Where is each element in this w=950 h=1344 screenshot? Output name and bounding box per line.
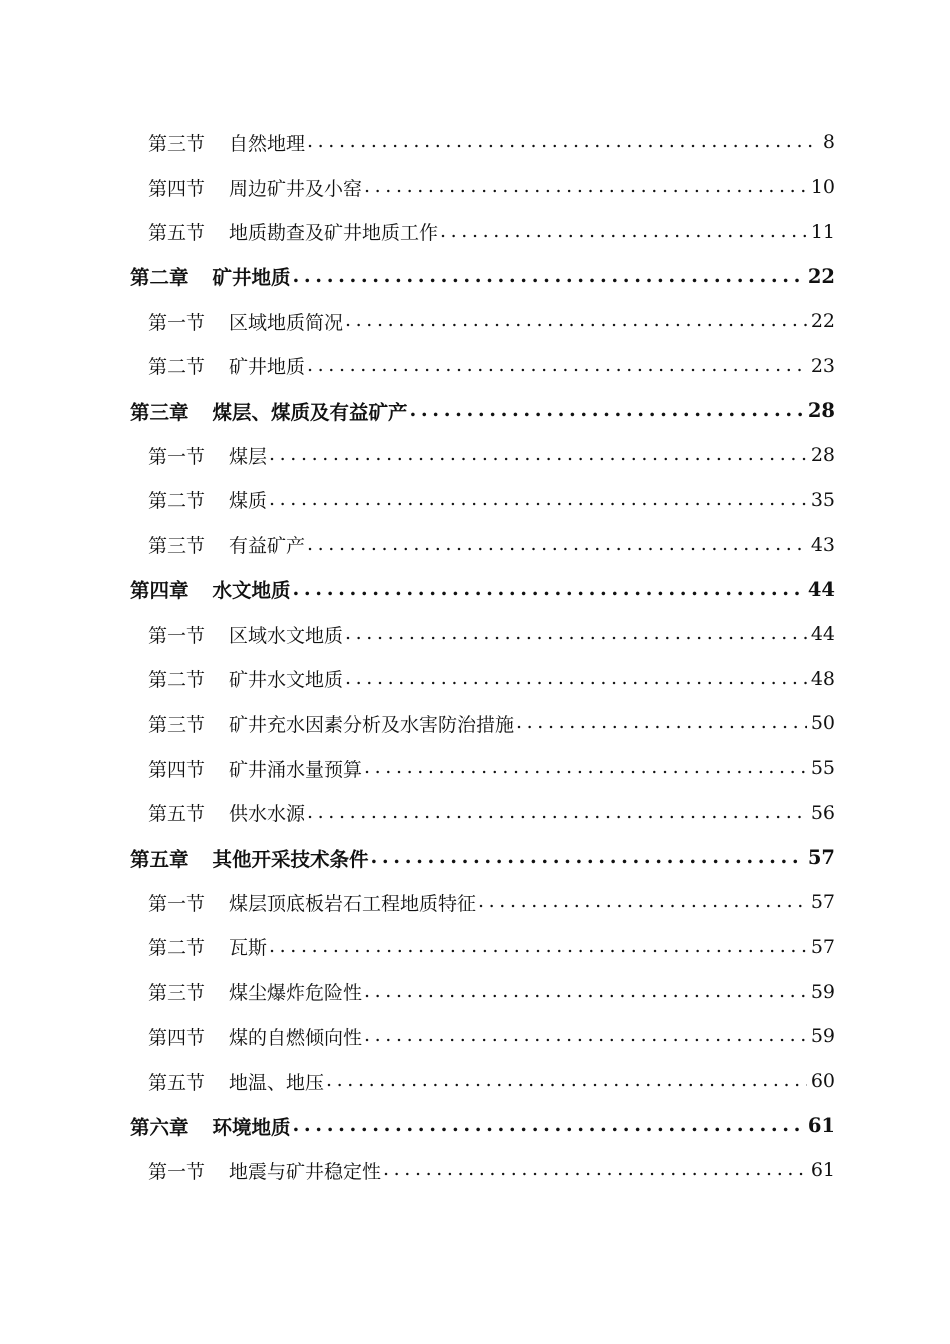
toc-entry[interactable] xyxy=(0,969,950,1014)
toc-entry[interactable] xyxy=(0,209,950,254)
toc-entry-number: 第五节 xyxy=(148,222,206,245)
toc-entry-title: 地温、地压 xyxy=(229,1071,325,1094)
toc-chapter-number: 第三章 xyxy=(130,400,189,424)
toc-entry-page: 56 xyxy=(810,801,835,824)
toc-entry-page: 44 xyxy=(810,623,835,646)
toc-entry[interactable] xyxy=(0,746,950,791)
toc-entry-number: 第五节 xyxy=(148,803,206,826)
toc-chapter-title: 环境地质 xyxy=(212,1115,291,1139)
toc-leader-dots xyxy=(269,488,807,510)
toc-entry-number: 第三节 xyxy=(148,713,206,736)
toc-leader-dots xyxy=(326,1069,807,1091)
toc-entry[interactable] xyxy=(0,791,950,836)
toc-entry-number: 第二节 xyxy=(148,669,206,692)
toc-entry-page: 55 xyxy=(810,757,835,780)
toc-chapter-number: 第二章 xyxy=(130,266,189,290)
toc-chapter-page: 44 xyxy=(807,577,835,601)
toc-entry-title: 自然地理 xyxy=(229,132,306,155)
toc-entry-page: 10 xyxy=(810,176,835,199)
toc-entry-title: 煤层顶底板岩石工程地质特征 xyxy=(229,892,477,915)
toc-chapter-title: 其他开采技术条件 xyxy=(212,847,369,871)
toc-entry-title: 区域地质简况 xyxy=(229,311,344,334)
toc-entry-title: 供水水源 xyxy=(229,803,306,826)
toc-entry-page: 43 xyxy=(810,533,835,556)
toc-leader-dots xyxy=(345,309,807,331)
toc-leader-dots xyxy=(383,1158,807,1180)
toc-entry[interactable] xyxy=(0,120,950,165)
toc-entry-number: 第一节 xyxy=(148,624,206,647)
toc-entry-page: 57 xyxy=(810,891,835,914)
toc-entry-page: 48 xyxy=(810,667,835,690)
toc-chapter-page: 28 xyxy=(807,399,835,423)
toc-chapter-entry[interactable] xyxy=(0,835,950,880)
toc-entry-title: 地震与矿井稳定性 xyxy=(229,1160,382,1183)
toc-leader-dots xyxy=(516,711,807,733)
toc-chapter-number: 第六章 xyxy=(130,1115,189,1139)
toc-entry[interactable] xyxy=(0,1059,950,1104)
toc-chapter-number: 第四章 xyxy=(130,579,189,603)
toc-entry-title: 区域水文地质 xyxy=(229,624,344,647)
toc-entry-number: 第三节 xyxy=(148,132,206,155)
toc-entry-title: 煤尘爆炸危险性 xyxy=(229,982,363,1005)
toc-entry-number: 第四节 xyxy=(148,1026,206,1049)
toc-chapter-entry[interactable] xyxy=(0,254,950,299)
toc-chapter-page: 61 xyxy=(807,1114,835,1138)
toc-entry-number: 第一节 xyxy=(148,892,206,915)
toc-entry-page: 28 xyxy=(810,444,835,467)
toc-entry[interactable] xyxy=(0,612,950,657)
toc-leader-dots xyxy=(307,801,807,823)
toc-entry-page: 59 xyxy=(810,980,835,1003)
toc-chapter-title: 水文地质 xyxy=(212,579,291,603)
toc-entry-title: 瓦斯 xyxy=(229,937,268,960)
toc-chapter-entry[interactable] xyxy=(0,1103,950,1148)
toc-entry-number: 第三节 xyxy=(148,535,206,558)
toc-entry-page: 50 xyxy=(810,712,835,735)
toc-leader-dots xyxy=(293,577,804,600)
toc-leader-dots xyxy=(345,622,807,644)
toc-entry-page: 61 xyxy=(810,1159,835,1182)
toc-leader-dots xyxy=(307,354,807,376)
toc-leader-dots xyxy=(410,398,804,421)
toc-leader-dots xyxy=(307,130,819,152)
toc-entry-title: 有益矿产 xyxy=(229,535,306,558)
toc-entry[interactable] xyxy=(0,925,950,970)
toc-leader-dots xyxy=(478,890,807,912)
toc-leader-dots xyxy=(440,220,807,242)
toc-entry[interactable] xyxy=(0,433,950,478)
toc-entry[interactable] xyxy=(0,299,950,344)
toc-entry-number: 第一节 xyxy=(148,311,206,334)
toc-entry-page: 60 xyxy=(810,1070,835,1093)
toc-leader-dots xyxy=(293,264,804,287)
toc-chapter-page: 22 xyxy=(807,264,835,288)
toc-entry-title: 煤质 xyxy=(229,490,268,513)
toc-entry[interactable] xyxy=(0,701,950,746)
toc-entry-number: 第四节 xyxy=(148,758,206,781)
toc-chapter-title: 矿井地质 xyxy=(212,266,291,290)
toc-entry[interactable] xyxy=(0,165,950,210)
toc-entry[interactable] xyxy=(0,344,950,389)
toc-entry-number: 第二节 xyxy=(148,937,206,960)
toc-leader-dots xyxy=(371,845,804,868)
toc-entry-page: 57 xyxy=(810,935,835,958)
toc-entry-number: 第二节 xyxy=(148,356,206,379)
toc-leader-dots xyxy=(364,756,807,778)
toc-entry[interactable] xyxy=(0,522,950,567)
toc-chapter-entry[interactable] xyxy=(0,388,950,433)
toc-entry-page: 8 xyxy=(822,131,835,154)
toc-entry-title: 矿井水文地质 xyxy=(229,669,344,692)
toc-entry-page: 35 xyxy=(810,488,835,511)
toc-chapter-entry[interactable] xyxy=(0,567,950,612)
toc-entry-title: 矿井地质 xyxy=(229,356,306,379)
toc-entry-number: 第一节 xyxy=(148,445,206,468)
toc-entry-number: 第三节 xyxy=(148,982,206,1005)
toc-entry-number: 第五节 xyxy=(148,1071,206,1094)
toc-entry-page: 22 xyxy=(810,310,835,333)
toc-leader-dots xyxy=(364,1024,807,1046)
toc-entry-page: 11 xyxy=(810,220,835,243)
toc-entry[interactable] xyxy=(0,478,950,523)
toc-leader-dots xyxy=(293,1113,804,1136)
toc-entry-title: 地质勘查及矿井地质工作 xyxy=(229,222,439,245)
toc-entry-title: 周边矿井及小窑 xyxy=(229,177,363,200)
toc-leader-dots xyxy=(269,443,807,465)
toc-entry-number: 第二节 xyxy=(148,490,206,513)
toc-leader-dots xyxy=(364,175,807,197)
toc-leader-dots xyxy=(269,935,807,957)
toc-entry[interactable] xyxy=(0,656,950,701)
toc-entry-page: 59 xyxy=(810,1025,835,1048)
toc-entry-title: 矿井充水因素分析及水害防治措施 xyxy=(229,713,515,736)
toc-entry[interactable] xyxy=(0,880,950,925)
toc-entry-title: 煤层 xyxy=(229,445,268,468)
toc-chapter-number: 第五章 xyxy=(130,847,189,871)
toc-entry-title: 矿井涌水量预算 xyxy=(229,758,363,781)
toc-chapter-page: 57 xyxy=(807,846,835,870)
toc-leader-dots xyxy=(364,980,807,1002)
toc-entry[interactable] xyxy=(0,1014,950,1059)
toc-leader-dots xyxy=(345,667,807,689)
toc-entry-number: 第一节 xyxy=(148,1160,206,1183)
toc-chapter-title: 煤层、煤质及有益矿产 xyxy=(212,400,408,424)
toc-entry-page: 23 xyxy=(810,354,835,377)
toc-entry-number: 第四节 xyxy=(148,177,206,200)
toc-entry-title: 煤的自燃倾向性 xyxy=(229,1026,363,1049)
toc-entry[interactable] xyxy=(0,1148,950,1193)
toc-leader-dots xyxy=(307,533,807,555)
